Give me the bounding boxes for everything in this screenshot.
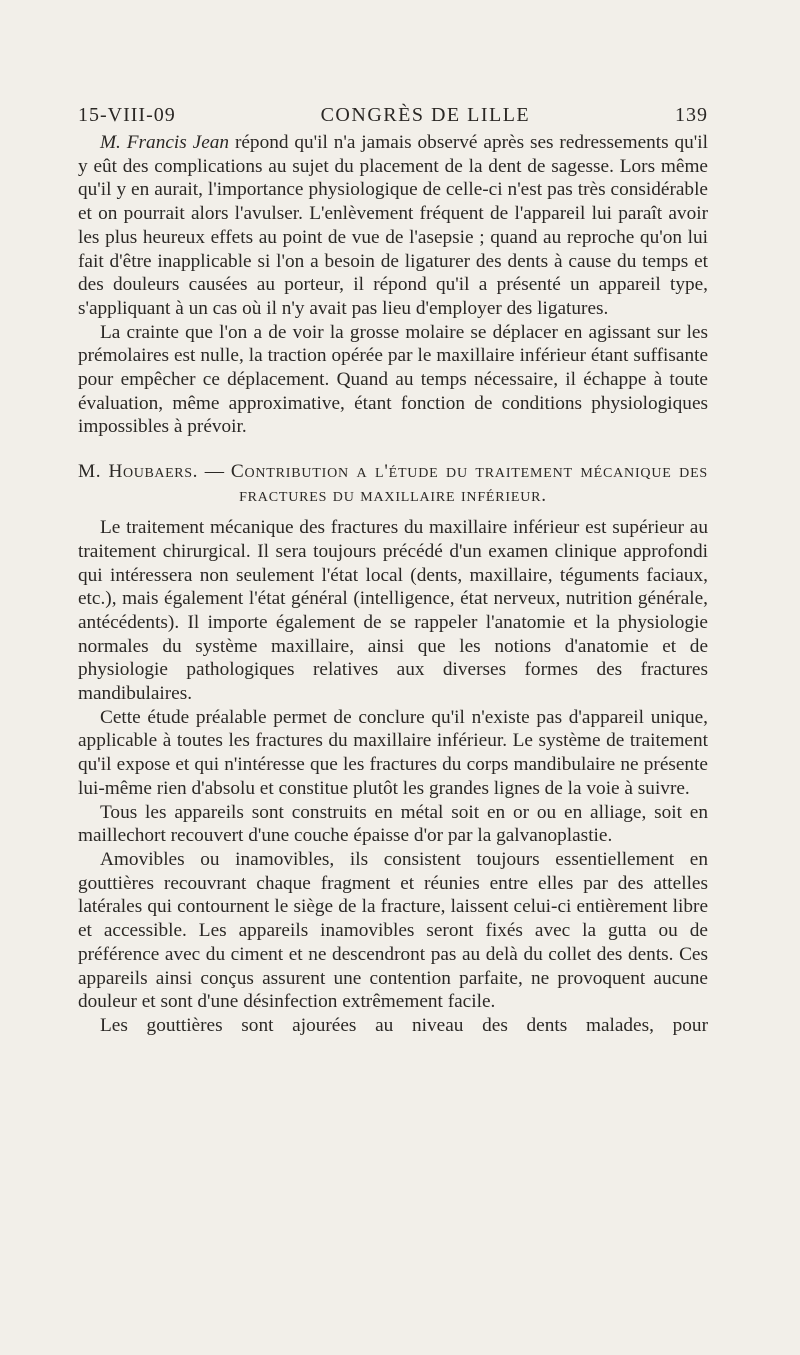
- speaker-name: M. Francis Jean: [100, 132, 230, 153]
- communication-title: Contribution a l'étude du traitement mécanique des fractures du maxillaire inférieur.: [230, 461, 709, 507]
- discussion-paragraph-2: La crainte que l'on a de voir la grosse molaire se déplacer en agissant sur les prémolaires est nulle, la traction opérée par le maxillaire inférieur étant suffisante pour empêcher ce déplacement. Quand au temps nécessaire, il échappe à toute évaluation, même approximative, étant fonction de conditions physiologiques impossibles à prévoir.: [78, 321, 708, 438]
- discussion-paragraph-1: [78, 131, 708, 321]
- header-title: CONGRÈS DE LILLE: [320, 104, 531, 126]
- heading-gap: [78, 508, 708, 516]
- author-name: M. Houbaers.: [78, 461, 199, 483]
- page-body: [78, 131, 708, 1038]
- header-date: 15-VIII-09: [78, 104, 176, 126]
- page-number: 139: [674, 104, 708, 126]
- discussion-text-1: répond qu'il n'a jamais observé après ses redressements qu'il y eût des complications au sujet du placement de la dent de sagesse. Lors même qu'il y en aurait, l'importance physiologique de celle-ci n'est pas très considérable et on pourrait alors l'avulser. L'enlèvement fréquent de l'appareil lui paraît avoir les plus heureux effets au point de vue de l'asepsie ; quand au reproche qu'on lui fait d'être inapplicable si l'on a besoin de ligaturer des dents à cause du temps et des douleurs causées au porteur, il répond qu'il a présenté un appareil type, s'appliquant à un cas où il n'y avait pas lieu d'employer des ligatures.: [78, 132, 708, 319]
- communication-heading: [78, 460, 708, 508]
- body-paragraph: Cette étude préalable permet de conclure qu'il n'existe pas d'appareil unique, applicable à toutes les fractures du maxillaire inférieur. Le système de traitement qu'il expose et qui n'intéresse que les fractures du corps mandibulaire ne présente lui-même rien d'absolu et constitue plutôt les grandes lignes de la voie à suivre.: [78, 706, 708, 799]
- body-paragraph: Amovibles ou inamovibles, ils consistent toujours essentiellement en gouttières recouvrant chaque fragment et réunies entre elles par des attelles latérales qui contournent le siège de la fracture, laissent celui-ci entièrement libre et accessible. Les appareils inamovibles seront fixés avec la gutta ou de préférence avec du ciment et ne descendront pas au delà du collet des dents. Ces appareils ainsi conçus assurent une contention parfaite, ne provoquent aucune douleur et sont d'une désinfection extrêmement facile.: [78, 848, 708, 1013]
- heading-dash: —: [198, 461, 231, 483]
- running-header: [78, 104, 708, 127]
- body-paragraph: Tous les appareils sont construits en métal soit en or ou en alliage, soit en maillechort recouvert d'une couche épaisse d'or par la galvanoplastie.: [78, 801, 708, 847]
- body-paragraph: Le traitement mécanique des fractures du maxillaire inférieur est supérieur au traitement chirurgical. Il sera toujours précédé d'un examen clinique approfondi qui intéressera non seulement l'état local (dents, maxillaire, téguments faciaux, etc.), mais également l'état général (intelligence, état nerveux, nutrition générale, antécédents). Il importe également de se rappeler l'anatomie et la physiologie normales du système maxillaire, ainsi que les notions d'anatomie et de physiologie pathologiques relatives aux diverses formes des fractures mandibulaires.: [78, 517, 708, 705]
- section-spacer: [78, 439, 708, 460]
- body-paragraph: Les gouttières sont ajourées au niveau des dents malades, pour: [100, 1014, 708, 1036]
